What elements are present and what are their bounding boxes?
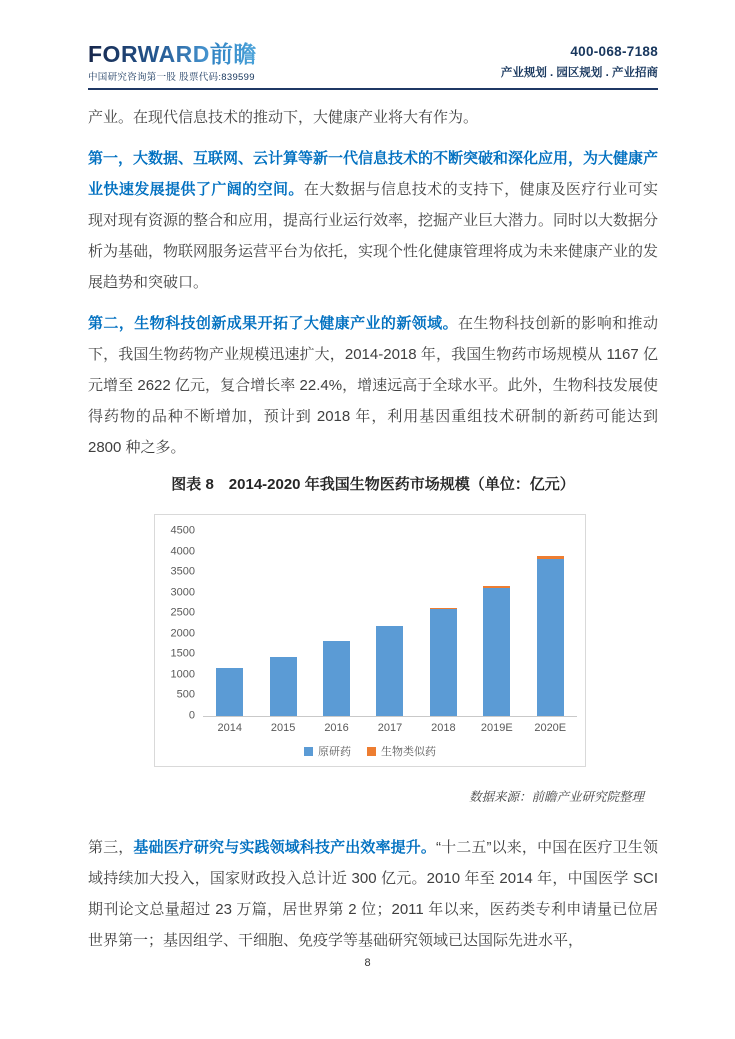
bar-2017: [376, 531, 403, 716]
legend-item: [367, 743, 436, 759]
header-contact-block: [501, 44, 658, 80]
plot-area: [203, 531, 577, 717]
bar-2014: [216, 531, 243, 716]
bar-segment: [483, 588, 510, 716]
bar-segment: [376, 626, 403, 716]
services-tagline: 产业规划 . 园区规划 . 产业招商: [500, 67, 658, 79]
bar-slot: [417, 531, 470, 716]
x-tick-label: 2015: [270, 722, 296, 734]
paragraph-prefix: 第三，: [88, 839, 134, 856]
y-tick-label: 3500: [170, 565, 195, 578]
legend-item: [304, 743, 351, 759]
y-tick-label: 4000: [170, 545, 195, 558]
phone-number: 400-068-7188: [570, 44, 658, 59]
y-axis: [163, 524, 195, 722]
logo-wordmark: [88, 42, 257, 66]
page-content: [88, 0, 658, 966]
y-tick-label: 1500: [170, 647, 195, 660]
chart-title: 图表 8 2014-2020 年我国生物医药市场规模（单位：亿元）: [171, 476, 575, 493]
y-tick-label: 3000: [170, 586, 195, 599]
paragraph-lead: 基础医疗研究与实践领域科技产出效率提升。: [133, 839, 437, 856]
chart: [154, 514, 586, 767]
legend-label: 原研药: [318, 746, 351, 758]
x-axis: [203, 722, 577, 734]
y-tick-label: 2500: [170, 606, 195, 619]
paragraph-text: 在生物科技创新的影响和推动下，我国生物药物产业规模迅速扩大，2014-2018 年，我国生物药市场规模从 1167 亿元增至 2622 亿元，复合增长率 22.4%，增速远高于全球水平。此外，生物科技发展使得药物的品种不断增加，预计到 2018 年，利用基因重组技术研制的新药可能达到 2800 种之多。: [88, 315, 658, 456]
bar-2019E: [483, 531, 510, 716]
bar-slot: [310, 531, 363, 716]
x-tick-label: 2014: [217, 722, 242, 734]
page-number: 8: [364, 957, 371, 969]
logo-latin-text: FORWARD: [88, 41, 210, 67]
bar-slot: [363, 531, 416, 716]
x-tick-label: 2017: [377, 722, 403, 734]
bar-segment: [216, 668, 243, 716]
bar-2020E: [537, 531, 564, 716]
bar-slot: [203, 531, 256, 716]
bar-2018: [430, 531, 457, 716]
bar-slot: [256, 531, 309, 716]
x-tick-label: 2020E: [534, 722, 567, 734]
legend-label: 生物类似药: [381, 746, 436, 758]
source-note: 数据来源：前瞻产业研究院整理: [468, 790, 644, 804]
paragraph-point-3: [88, 832, 658, 956]
legend-swatch-icon: [304, 747, 313, 756]
y-tick-label: 4500: [170, 524, 195, 537]
company-logo: [88, 42, 257, 83]
y-tick-label: 500: [176, 688, 195, 701]
bar-segment: [430, 609, 457, 716]
paragraph-point-2: [88, 308, 658, 463]
y-tick-label: 2000: [170, 627, 195, 640]
paragraph-point-1: [88, 143, 658, 298]
y-tick-label: 0: [188, 709, 195, 722]
paragraph-text: 在大数据与信息技术的支持下，健康及医疗行业可实现对现有资源的整合和应用，提高行业运行效率，挖掘产业巨大潜力。同时以大数据分析为基础，物联网服务运营平台为依托，实现个性化健康管理将成为未来健康产业的发展趋势和突破口。: [88, 181, 659, 291]
paragraph-text: 产业。在现代信息技术的推动下，大健康产业将大有作为。: [88, 109, 479, 126]
bar-2015: [270, 531, 297, 716]
chart-legend: [155, 743, 585, 759]
logo-chinese-text: 前瞻: [209, 41, 257, 67]
paragraph-lead: 第二，生物科技创新成果开拓了大健康产业的新领域。: [88, 315, 458, 332]
x-tick-label: 2018: [431, 722, 456, 734]
x-tick-label: 2016: [324, 722, 349, 734]
logo-subtext: 中国研究咨询第一股 股票代码:839599: [88, 72, 255, 83]
paragraph-intro: [88, 102, 658, 133]
x-tick-label: 2019E: [480, 722, 513, 734]
y-tick-label: 1000: [170, 668, 195, 681]
page-header: [88, 0, 658, 90]
paragraph-text: “十二五”以来，中国在医疗卫生领域持续加大投入，国家财政投入总计近 300 亿元。2010 年至 2014 年，中国医学 SCI 期刊论文总量超过 23 万篇，居世界第 2 位；2011 年以来，医药类专利申请量已位居世界第一；基因组学、干细胞、免疫学等基础研究领域已达国际先进水平，: [88, 839, 658, 949]
bar-2016: [323, 531, 350, 716]
paragraph-lead: 第一，大数据、互联网、云计算等新一代信息技术的不断突破和深化应用，为大健康产业快速发展提供了广阔的空间。: [88, 150, 659, 198]
bar-segment: [270, 657, 297, 716]
bar-segment: [537, 559, 564, 716]
legend-swatch-icon: [367, 747, 376, 756]
bar-segment: [323, 641, 350, 716]
bar-slot: [524, 531, 577, 716]
bar-slot: [470, 531, 523, 716]
